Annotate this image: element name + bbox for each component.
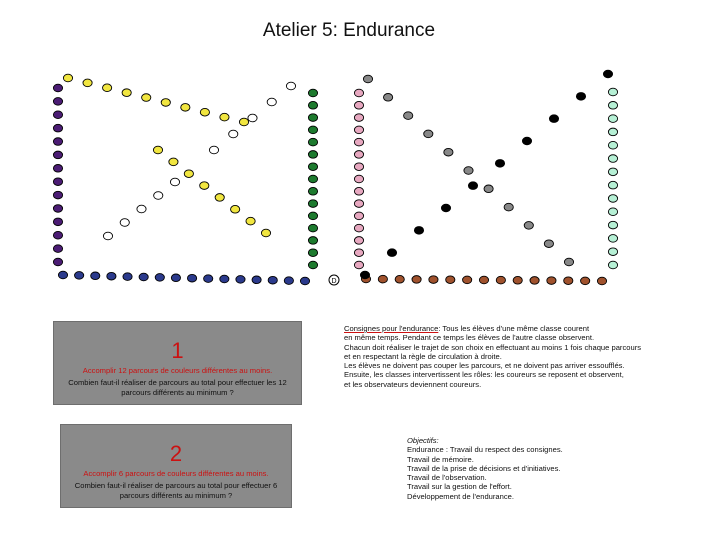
consignes-line: Consignes pour l'endurance: Tous les élèves d'une même classe courent	[344, 324, 590, 333]
center-start-marker	[329, 275, 339, 285]
page-title: Atelier 5: Endurance	[262, 20, 436, 41]
yellow-cone	[184, 170, 193, 178]
yellow-cone	[103, 84, 112, 92]
green-cone	[308, 224, 317, 232]
green-cone	[308, 249, 317, 257]
white-cone	[170, 178, 179, 186]
pink-cone	[354, 138, 363, 146]
brown-cone	[395, 275, 404, 283]
white-cone	[248, 114, 257, 122]
purple-cone	[53, 111, 62, 119]
aqua-cone	[608, 248, 617, 256]
purple-cone	[53, 258, 62, 266]
pink-cone	[354, 212, 363, 220]
yellow-cone	[200, 108, 209, 116]
card-question: Combien faut-il réaliser de parcours au total pour effectuer 6 parcours différents au minimum ?	[74, 481, 278, 500]
card-number: 1	[171, 338, 184, 363]
objectif-line: Travail sur la gestion de l'effort.	[407, 482, 512, 492]
consignes-line: et en respectant la règle de circulation à droite.	[344, 351, 502, 361]
yellow-cone	[239, 118, 248, 126]
yellow-cone	[122, 89, 131, 97]
green-cone	[308, 114, 317, 122]
navy-cone	[284, 277, 293, 285]
yellow-cone	[200, 182, 209, 190]
green-cone	[308, 163, 317, 171]
black-cone	[414, 227, 423, 235]
navy-cone	[236, 276, 245, 284]
white-cone	[103, 232, 112, 240]
black-cone	[441, 204, 450, 212]
pink-cone	[354, 200, 363, 208]
aqua-cone	[608, 141, 617, 149]
black-cone	[360, 271, 369, 279]
black-cone	[603, 70, 612, 78]
green-cone	[308, 151, 317, 159]
pink-cone	[354, 89, 363, 97]
green-cone	[308, 101, 317, 109]
gray-cone	[404, 112, 413, 120]
consignes-label: Consignes pour l'endurance	[344, 324, 439, 333]
yellow-cone	[161, 99, 170, 107]
pink-cone	[354, 163, 363, 171]
brown-cone	[530, 277, 539, 285]
objectif-line: Endurance : Travail du respect des consignes.	[407, 445, 563, 455]
aqua-cone	[608, 195, 617, 203]
gray-cone	[484, 185, 493, 193]
yellow-cone	[142, 94, 151, 102]
card-number: 2	[169, 441, 183, 466]
objectifs-label: Objectifs:	[407, 436, 439, 445]
aqua-cone	[608, 221, 617, 229]
purple-cone	[53, 98, 62, 106]
aqua-cone	[608, 208, 617, 216]
gray-cone	[524, 222, 533, 230]
black-cone	[576, 93, 585, 101]
yellow-cone	[153, 146, 162, 154]
purple-cone	[53, 151, 62, 159]
pink-cone	[354, 224, 363, 232]
white-cone	[137, 205, 146, 213]
brown-cone	[446, 276, 455, 284]
consignes-line: en même temps. Pendant ce temps les élèves de l'autre classe observent.	[344, 333, 595, 343]
objectif-line: Travail de l'observation.	[407, 473, 487, 483]
pink-cone	[354, 175, 363, 183]
brown-cone	[496, 276, 505, 284]
green-cone	[308, 261, 317, 269]
navy-cone	[204, 275, 213, 283]
brown-cone	[597, 277, 606, 285]
consignes-line: et les observateurs deviennent coureurs.	[344, 379, 482, 389]
black-cone	[468, 182, 477, 190]
consignes-line: Les élèves ne doivent pas couper les parcours, et ne doivent pas arriver essoufflés.	[344, 361, 625, 371]
purple-cone	[53, 178, 62, 186]
white-cone	[120, 219, 129, 227]
objectif-line: Développement de l'endurance.	[407, 491, 514, 501]
navy-cone	[220, 275, 229, 283]
purple-cone	[53, 138, 62, 146]
pink-cone	[354, 187, 363, 195]
yellow-cone	[169, 158, 178, 166]
purple-cone	[53, 205, 62, 213]
white-cone	[229, 130, 238, 138]
navy-cone	[155, 274, 164, 282]
black-cone	[522, 137, 531, 145]
aqua-cone	[608, 102, 617, 110]
white-cone	[154, 192, 163, 200]
white-cone	[209, 146, 218, 154]
brown-cone	[513, 276, 522, 284]
gray-cone	[544, 240, 553, 248]
brown-cone	[581, 277, 590, 285]
purple-cone	[53, 165, 62, 173]
challenge-card-1	[53, 321, 302, 405]
card-objective: Accomplir 12 parcours de couleurs différentes au moins.	[82, 366, 273, 375]
green-cone	[308, 187, 317, 195]
consignes-line: Ensuite, les classes intervertissent les rôles: les coureurs se reposent et observent,	[344, 370, 624, 380]
black-cone	[387, 249, 396, 257]
purple-cone	[53, 84, 62, 92]
navy-cone	[252, 276, 261, 284]
aqua-cone	[608, 235, 617, 243]
pink-cone	[354, 237, 363, 245]
gray-cone	[444, 148, 453, 156]
pink-cone	[354, 114, 363, 122]
consignes-block	[344, 324, 664, 389]
navy-cone	[123, 273, 132, 281]
green-cone	[308, 126, 317, 134]
gray-cone	[424, 130, 433, 138]
purple-cone	[53, 245, 62, 253]
navy-cone	[268, 276, 277, 284]
pink-cone	[354, 249, 363, 257]
brown-cone	[429, 276, 438, 284]
brown-cone	[564, 277, 573, 285]
green-cone	[308, 200, 317, 208]
brown-cone	[463, 276, 472, 284]
navy-cone	[300, 277, 309, 285]
yellow-cone	[181, 104, 190, 112]
black-cone	[549, 115, 558, 123]
yellow-cone	[63, 74, 72, 82]
green-cone	[308, 175, 317, 183]
navy-cone	[75, 272, 84, 280]
brown-cone	[547, 277, 556, 285]
navy-cone	[171, 274, 180, 282]
aqua-cone	[608, 128, 617, 136]
card-objective: Accomplir 6 parcours de couleurs différentes au moins.	[83, 469, 269, 478]
brown-cone	[412, 276, 421, 284]
navy-cone	[58, 271, 67, 279]
white-cone	[286, 82, 295, 90]
brown-cone	[479, 276, 488, 284]
gray-cone	[564, 258, 573, 266]
objectif-line: Travail de la prise de décisions et d'initiatives.	[407, 463, 561, 473]
objectifs-block	[407, 436, 607, 501]
purple-cone	[53, 124, 62, 132]
aqua-cone	[608, 261, 617, 269]
pink-cone	[354, 126, 363, 134]
aqua-cone	[608, 181, 617, 189]
yellow-cone	[220, 113, 229, 121]
navy-cone	[187, 274, 196, 282]
purple-cone	[53, 231, 62, 239]
aqua-cone	[608, 168, 617, 176]
green-cone	[308, 138, 317, 146]
start-marker-label: D	[331, 278, 337, 285]
pink-cone	[354, 261, 363, 269]
brown-cone	[378, 275, 387, 283]
navy-cone	[91, 272, 100, 280]
pink-cone	[354, 101, 363, 109]
yellow-cone	[215, 194, 224, 202]
white-cone	[267, 98, 276, 106]
yellow-cone	[261, 229, 270, 237]
navy-cone	[107, 272, 116, 280]
card-question: Combien faut-il réaliser de parcours au total pour effectuer les 12 parcours différents au minimum ?	[68, 378, 287, 397]
aqua-cone	[608, 88, 617, 96]
yellow-cone	[246, 217, 255, 225]
yellow-cone	[83, 79, 92, 87]
gray-cone	[464, 167, 473, 175]
purple-cone	[53, 218, 62, 226]
gray-cone	[384, 94, 393, 102]
pink-cone	[354, 151, 363, 159]
purple-cone	[53, 191, 62, 199]
objectif-line: Travail de mémoire.	[407, 454, 474, 464]
gray-cone	[363, 75, 372, 83]
yellow-cone	[231, 205, 240, 213]
aqua-cone	[608, 115, 617, 123]
green-cone	[308, 89, 317, 97]
green-cone	[308, 212, 317, 220]
navy-cone	[139, 273, 148, 281]
black-cone	[495, 160, 504, 168]
aqua-cone	[608, 155, 617, 163]
challenge-card-2	[60, 424, 292, 508]
green-cone	[308, 237, 317, 245]
gray-cone	[504, 203, 513, 211]
consignes-line: Chacun doit réaliser le trajet de son choix en effectuant au moins 1 fois chaque parcours	[344, 342, 642, 352]
